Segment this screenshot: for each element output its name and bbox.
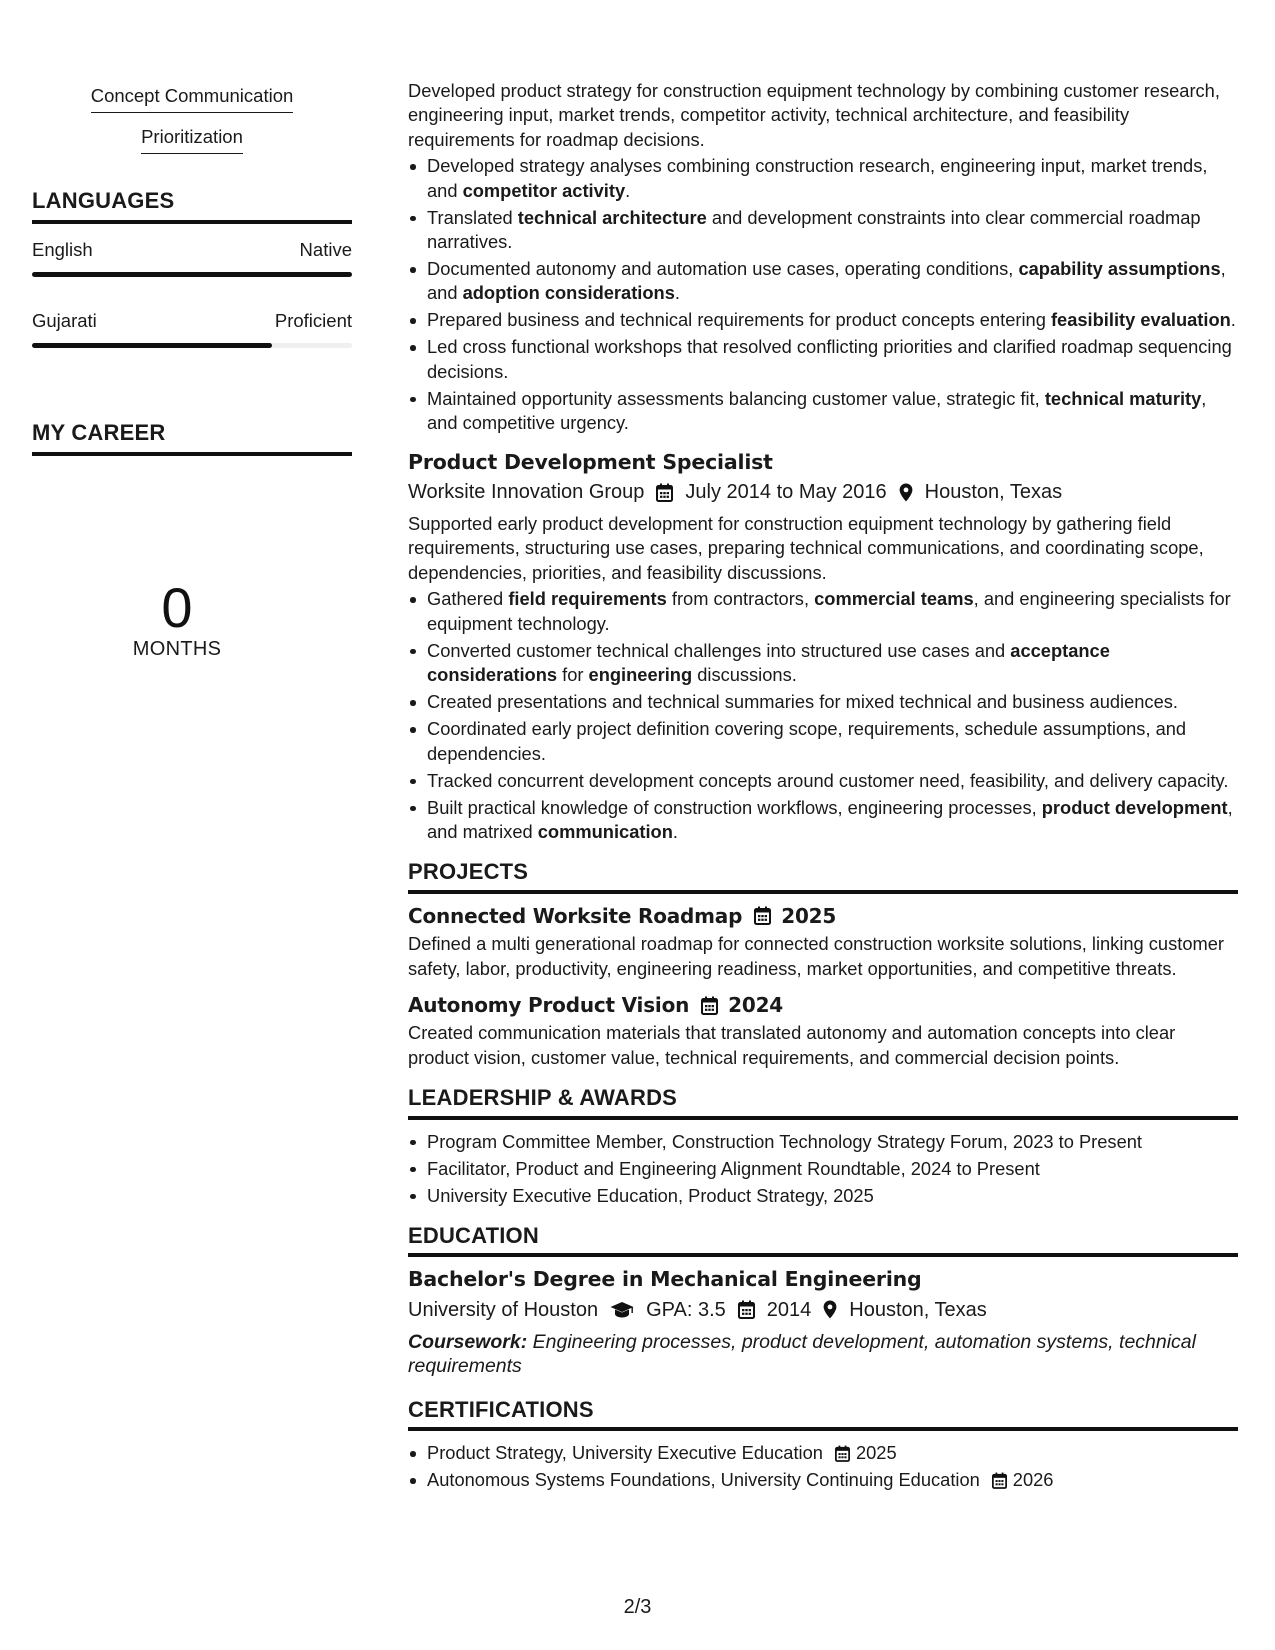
project-description: Defined a multi generational roadmap for connected construction worksite solutions, linking customer safety, labor, productivity, engineering readiness, market opportunities, and competitive threats.	[408, 933, 1224, 979]
language-proficiency-fill	[32, 343, 272, 348]
job-bullets	[408, 154, 1238, 435]
bullet-item: Converted customer technical challenges into structured use cases and acceptance considerations for engineering discussions.	[408, 639, 1238, 688]
job-location: Houston, Texas	[924, 481, 1063, 504]
career-heading: MY CAREER	[32, 420, 352, 456]
language-level: Proficient	[274, 310, 352, 331]
project-title: Connected Worksite Roadmap	[408, 903, 743, 928]
job-meta	[408, 478, 1238, 506]
list-item	[408, 1441, 1238, 1465]
project-title: Autonomy Product Vision	[408, 992, 690, 1017]
education-heading: EDUCATION	[408, 1224, 1238, 1257]
coursework-label: Coursework:	[408, 1330, 528, 1353]
calendar-icon	[656, 483, 673, 502]
bullet-item: Maintained opportunity assessments balancing customer value, strategic fit, technical maturity, and competitive urgency.	[408, 387, 1238, 436]
map-pin-icon	[899, 483, 913, 502]
job-title: Product Development Specialist	[408, 449, 773, 474]
bullet-item: Gathered field requirements from contractors, commercial teams, and engineering specialists for equipment technology.	[408, 587, 1238, 636]
list-item: Facilitator, Product and Engineering Alignment Roundtable, 2024 to Present	[408, 1157, 1238, 1181]
list-item: University Executive Education, Product Strategy, 2025	[408, 1184, 1238, 1208]
coursework-text: Engineering processes, product development, automation systems, technical requirements	[408, 1330, 1196, 1377]
certification-name: Product Strategy, University Executive Education	[427, 1442, 823, 1464]
project-description: Created communication materials that translated autonomy and automation concepts into clear product vision, customer value, technical requirements, and commercial decision points.	[408, 1022, 1176, 1068]
project-item	[408, 993, 1238, 1070]
language-proficiency-bar	[32, 272, 352, 277]
certifications-list	[408, 1441, 1238, 1492]
degree-title: Bachelor's Degree in Mechanical Engineering	[408, 1267, 922, 1292]
bullet-item: Documented autonomy and automation use cases, operating conditions, capability assumptions, and adoption considerations.	[408, 257, 1238, 306]
bullet-item: Prepared business and technical requirements for product concepts entering feasibility evaluation.	[408, 308, 1238, 332]
page-number: 2/3	[623, 1596, 652, 1618]
list-item: Program Committee Member, Construction Technology Strategy Forum, 2023 to Present	[408, 1130, 1238, 1154]
language-proficiency-bar	[32, 343, 352, 348]
certification-year: 2025	[855, 1442, 897, 1464]
project-item	[408, 904, 1238, 981]
skill-tag: Concept Communication	[91, 84, 294, 113]
language-name: Gujarati	[32, 310, 97, 331]
calendar-icon	[992, 1472, 1007, 1489]
skill-tag: Prioritization	[141, 125, 243, 154]
sidebar	[32, 84, 352, 661]
language-name: English	[32, 239, 93, 260]
job-summary: Supported early product development for construction equipment technology by gathering field requirements, structuring use cases, preparing technical communications, and coordinating scope, dependencies, priorities, and feasibility discussions.	[408, 513, 1204, 583]
career-duration	[32, 578, 322, 661]
calendar-icon	[701, 996, 718, 1015]
bullet-item: Created presentations and technical summaries for mixed technical and business audiences.	[408, 690, 1238, 714]
job-dates: July 2014 to May 2016	[685, 481, 887, 504]
bullet-item: Built practical knowledge of construction workflows, engineering processes, product development, and matrixed communication.	[408, 796, 1238, 845]
bullet-item: Translated technical architecture and development constraints into clear commercial roadmap narratives.	[408, 206, 1238, 255]
company-name: Worksite Innovation Group	[408, 481, 645, 504]
calendar-icon	[738, 1300, 755, 1319]
school-name: University of Houston	[408, 1298, 599, 1321]
language-item	[32, 238, 352, 277]
career-unit: MONTHS	[132, 638, 222, 660]
list-item	[408, 1468, 1238, 1492]
bullet-item: Coordinated early project definition covering scope, requirements, schedule assumptions, and dependencies.	[408, 717, 1238, 766]
certifications-heading: CERTIFICATIONS	[408, 1398, 1238, 1431]
coursework	[408, 1330, 1238, 1378]
project-year: 2024	[728, 992, 784, 1017]
graduation-cap-icon	[610, 1301, 634, 1319]
calendar-icon	[754, 906, 771, 925]
main-content	[408, 79, 1238, 1495]
graduation-year: 2014	[766, 1298, 812, 1321]
languages-heading: LANGUAGES	[32, 188, 352, 224]
language-proficiency-fill	[32, 272, 352, 277]
career-value: 0	[161, 576, 193, 639]
projects-heading: PROJECTS	[408, 860, 1238, 893]
education-meta	[408, 1296, 1238, 1324]
leadership-heading: LEADERSHIP & AWARDS	[408, 1086, 1238, 1119]
bullet-item: Led cross functional workshops that resolved conflicting priorities and clarified roadmap sequencing decisions.	[408, 335, 1238, 384]
gpa: GPA: 3.5	[646, 1298, 726, 1321]
certification-year: 2026	[1012, 1469, 1054, 1491]
certification-name: Autonomous Systems Foundations, University Continuing Education	[427, 1469, 980, 1491]
project-year: 2025	[781, 903, 837, 928]
language-level: Native	[299, 239, 352, 260]
job-summary: Developed product strategy for construction equipment technology by combining customer research, engineering input, market trends, competitor activity, technical architecture, and feasibility requirements for roadmap decisions.	[408, 80, 1220, 150]
leadership-list	[408, 1130, 1238, 1208]
bullet-item: Developed strategy analyses combining construction research, engineering input, market trends, and competitor activity.	[408, 154, 1238, 203]
language-item	[32, 309, 352, 348]
calendar-icon	[835, 1445, 850, 1462]
bullet-item: Tracked concurrent development concepts around customer need, feasibility, and delivery capacity.	[408, 769, 1238, 793]
job-bullets	[408, 587, 1238, 844]
school-location: Houston, Texas	[849, 1298, 987, 1321]
map-pin-icon	[823, 1300, 837, 1319]
